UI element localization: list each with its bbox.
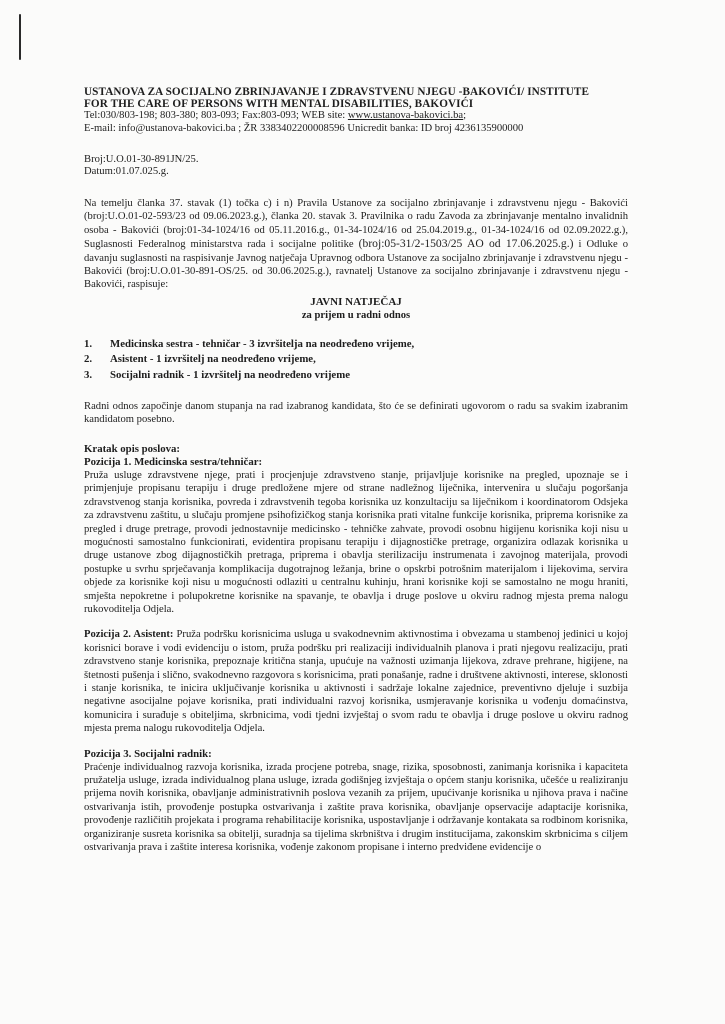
- document-number: Broj:U.O.01-30-891JN/25.: [84, 153, 199, 165]
- document-page: [84, 86, 628, 854]
- announcement-heading: [84, 296, 628, 322]
- list-item-text: Asistent - 1 izvršitelj na neodređeno vrijeme,: [110, 353, 316, 366]
- announcement-title: JAVNI NATJEČAJ: [310, 295, 402, 308]
- institution-name-line1: USTANOVA ZA SOCIJALNO ZBRINJAVANJE I ZDRAVSTVENU NJEGU -BAKOVIĆI/ INSTITUTE: [84, 86, 590, 98]
- position-1-block: [84, 456, 628, 616]
- list-item: [84, 368, 628, 383]
- contact-phones: Tel:030/803-198; 803-380; 803-093; Fax:803-093; WEB site:: [84, 110, 348, 122]
- job-description-title: Kratak opis poslova:: [84, 442, 180, 455]
- list-item-number: 1.: [84, 337, 93, 350]
- list-item-number: 2.: [84, 353, 93, 366]
- legal-basis-part2: i Odluke o davanju suglasnosti na raspisivanje Javnog natječaja Upravnog odbora Ustanove za socijalno zbrinjavanje i zdravstvenu njegu - Bakovići (broj:U.O.01-30-891-OS/25. od 30.06.2025.g.), ravnatelj Ustanove za socijalno zbrinjavanje i zdravstvenu njegu - Bakovići, raspisuje:: [84, 239, 628, 291]
- employment-start-paragraph: Radni odnos započinje danom stupanja na rad izabranog kandidata, što će se definirati ugovorom o radu sa svakim izabranim kandidatom posebno.: [84, 401, 628, 426]
- document-meta: [84, 154, 628, 179]
- position-3-block: [84, 748, 628, 855]
- position-2-title: Pozicija 2. Asistent:: [84, 629, 174, 641]
- positions-list: [84, 337, 628, 383]
- email-bank-line: E-mail: info@ustanova-bakovici.ba ; ŽR 3383402200008596 Unicredit banka: ID broj 4236135900000: [84, 122, 524, 134]
- list-item: [84, 352, 628, 367]
- position-3-description: Praćenje individualnog razvoja korisnika, izrada procjene potreba, snage, rizika, sposobnosti, zanimanja korisnika i kapaciteta pružatelja usluge, izrada individualnog plana usluge, izrada godišnjeg izvještaja o općem stanju korisnika, učešće u realiziranju prijema novih korisnika, obavljanje administrativnih poslova vezanih za prijem, upućivanje korisnika u njihova prava i načine ostvarivanja istih, provođenje postupka ostvarivanja i zaštite prava korisnika, obavljanje opservacije adaptacije korisnika, provođenje različitih projekata i programa rehabilitacije korisnika, uspostavljanje i održavanje kontakata sa rodbinom korisnika, organiziranje susreta korisnika sa obitelji, suradnja sa tijelima skrbništva i drugim institucijama, zakonskim skrbnicima s ciljem ostvarivanja prava i zaštite interesa korisnika, vođenje zakonom propisane i interno predviđene evidencije o: [84, 761, 628, 854]
- list-item-text: Socijalni radnik - 1 izvršitelj na neodređeno vrijeme: [110, 368, 351, 381]
- document-date: Datum:01.07.025.g.: [84, 166, 169, 178]
- contact-line: [84, 110, 628, 122]
- position-1-description: Pruža usluge zdravstvene njege, prati i procjenjuje zdravstveno stanje, prijavljuje korisnike na pregled, upoznaje se i primjenjuje propisanu terapiju i druge predložene mjere od strane nadležnog liječnika, intervenira u slučaju pogoršanja zdravstvenog stanja korisnika, povreda i zdravstvenih tegoba korisnika uz konzultaciju sa liječnikom i koordinatorom Odsjeka za zdravstvenu zaštitu, u slučaju promjene psihofizičkog stanja korisnika prati vitalne funkcije korisnika, priprema korisnike za pregled i druge pretrage, provodi jednostavnije medicinsko - tehničke zahvate, provodi osobnu higijenu korisnika koji nisu u mogućnosti samostalno funkcionirati, evidentira propisanu terapiju i dijagnostičke pretrage, organizira odlazak korisnika u druge ustanove zbog dijagnostičkih pretraga, priprema i obavlja sterilizaciju instrumenata i zavojnog materijala, provodi postupke u svrhu sprječavanja komplikacija dugotrajnog ležanja, brine o opskrbi potrošnim materijalom i lijekovima, servira objede za korisnike koji nisu u mogućnosti odlaziti u centralnu kuhinju, hrani korisnike koji se samostalno ne mogu hraniti, smješta nepokretne i polupokretne korisnike na spavanje, te obavlja i druge poslove u okviru radnog mjesta prema nalogu rukovoditelja Odjela.: [84, 469, 628, 615]
- website-link[interactable]: www.ustanova-bakovici.ba: [347, 110, 464, 122]
- position-1-title: Pozicija 1. Medicinska sestra/tehničar:: [84, 455, 263, 468]
- list-item-number: 3.: [84, 368, 93, 381]
- contact-suffix: ;: [463, 110, 467, 122]
- position-2-paragraph: [84, 628, 628, 735]
- list-item: [84, 337, 628, 352]
- announcement-subtitle: za prijem u radni odnos: [301, 309, 411, 321]
- institution-name-line2: FOR THE CARE OF PERSONS WITH MENTAL DISABILITIES, BAKOVIĆI: [84, 98, 474, 111]
- position-2-block: [84, 628, 628, 735]
- position-3-title: Pozicija 3. Socijalni radnik:: [84, 747, 212, 760]
- list-item-text: Medicinska sestra - tehničar - 3 izvršitelja na neodređeno vrijeme,: [110, 337, 415, 350]
- letterhead: [84, 86, 628, 135]
- legal-basis-paragraph: [84, 197, 628, 292]
- legal-basis-part1: Na temelju članka 37. stavak (1) točka c) i n) Pravila Ustanove za socijalno zbrinjavanje i zdravstvenu njegu - Bakovići (broj:U.O.01-02-593/23 od 09.06.2023.g.), članka 20. stavak 3. Pravilnika o radu Zavoda za zbrinjavanje mentalno invalidnih osoba - Bakovići (broj:01-34-1024/16 od 05.11.2016.g., 01-34-1024/16 od 25.04.2019.g., 01-34-1024/16 od 02.09.2022.g.), Suglasnosti Federalnog ministarstva rada i socijalne politike: [84, 198, 628, 251]
- scan-margin-mark: [19, 14, 21, 60]
- position-2-description: Pruža podršku korisnicima usluga u svakodnevnim aktivnostima i obvezama u stambenoj jedinici u kojoj korisnici borave i vodi evidenciju o istom, pruža podršku pri realizaciji individualnih planova i prati njegovu realizaciju, prati zdravstveno stanje korisnika, prepoznaje kritična stanja, upućuje na važnosti uzimanja lijekova, zdrave prehrane, higijene, na štetnosti pušenja i slično, svakodnevno razgovora s korisnicima, prati ponašanje, radne i društvene aktivnosti, interese, sklonosti i stanje korisnika, te inicira uključivanje korisnika u aktivnosti i sadržaje lokalne zajednice, preventivno djeluje i suzbija negativne asocijalne pojave korisnika, prati individualni razvoj korisnika, usmjeravanje korisnika u vođenju domaćinstva, komunicira i surađuje s obiteljima, skrbnicima, vodi tjedni izvještaj o svom radu te obavlja i druge poslove u okviru radnog mjesta prema nalogu rukovoditelja Odjela.: [84, 629, 629, 735]
- ministry-reference: (broj:05-31/2-1503/25 AO od 17.06.2025.g.): [358, 237, 574, 251]
